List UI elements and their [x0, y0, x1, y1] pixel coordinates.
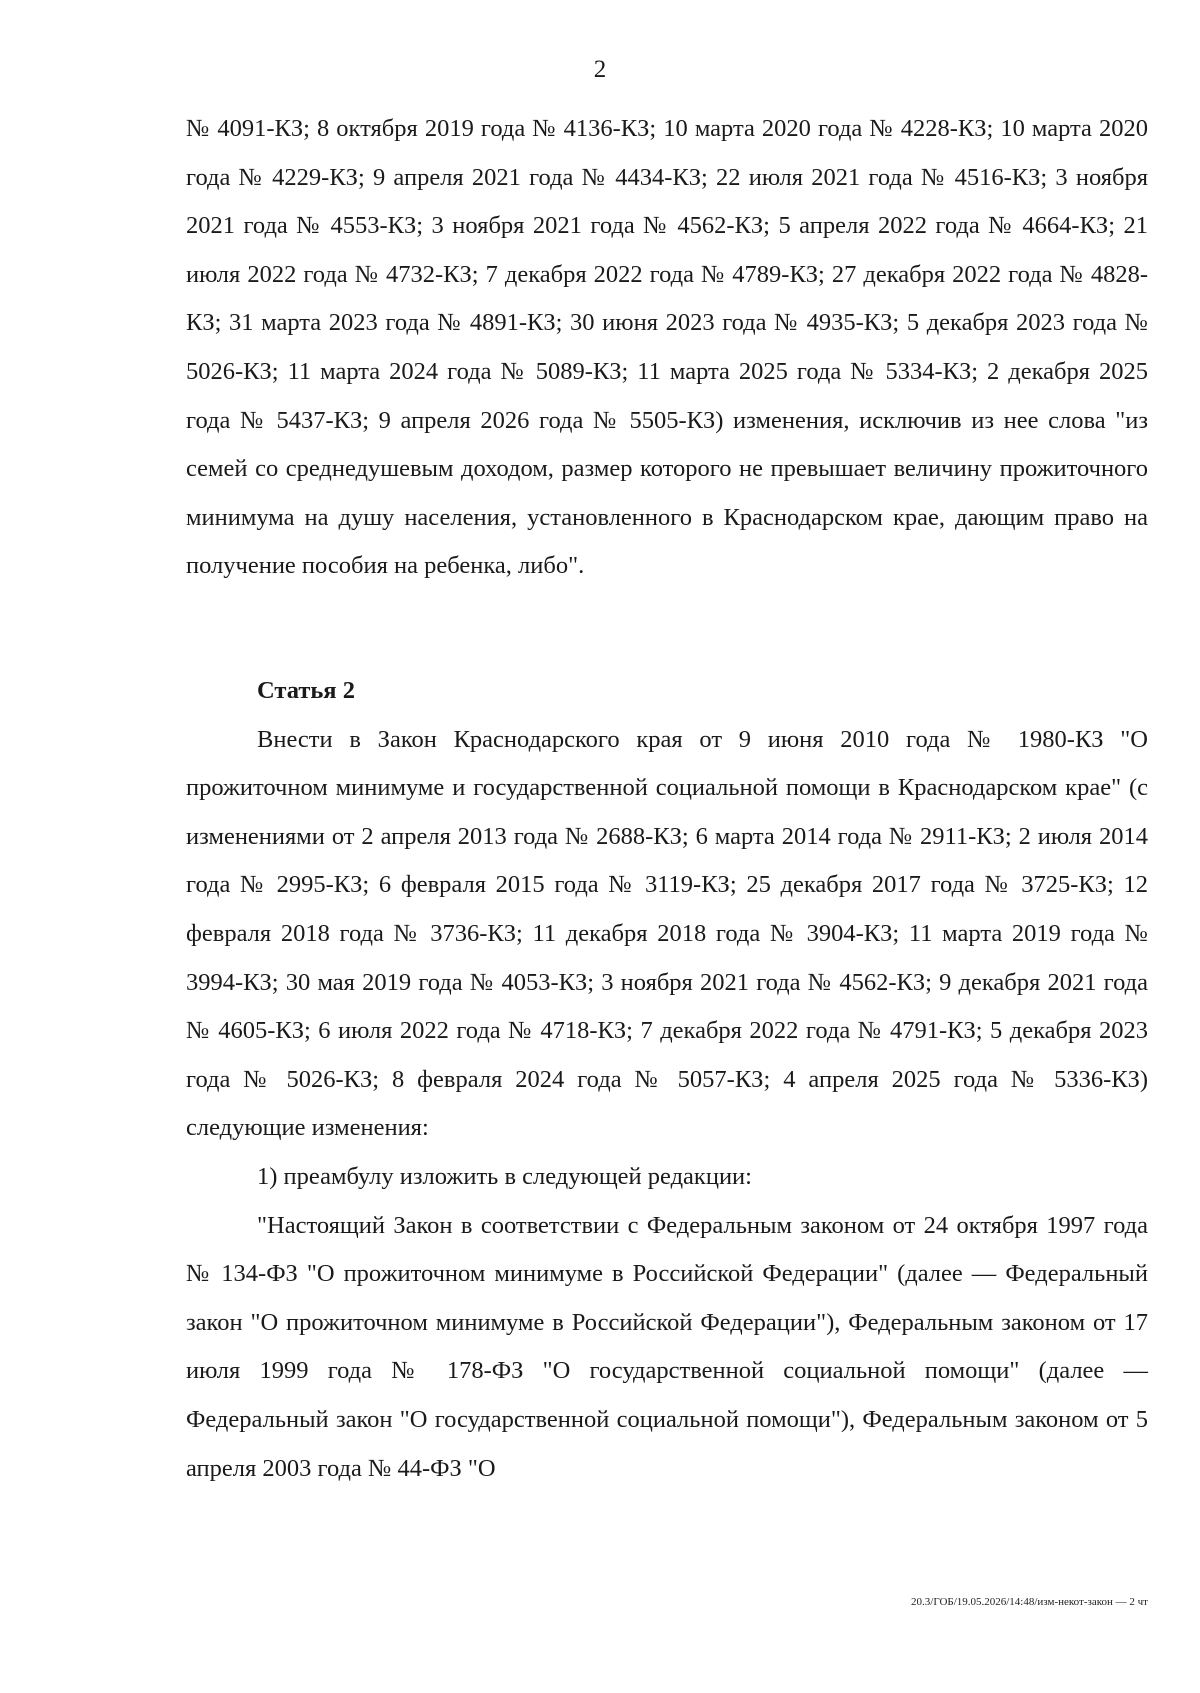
article-paragraph-1: Внести в Закон Краснодарского края от 9 июня 2010 года № 1980-КЗ "О прожиточном минимуме и государственной социальной помощи в Краснодарском крае" (с изменениями от 2 апреля 2013 года № 2688-КЗ; 6 марта 2014 года № 2911-КЗ; 2 июля 2014 года № 2995-КЗ; 6 февраля 2015 года № 3119-КЗ; 25 декабря 2017 года № 3725-КЗ; 12 февраля 2018 года № 3736-КЗ; 11 декабря 2018 года № 3904-КЗ; 11 марта 2019 года № 3994-КЗ; 30 мая 2019 года № 4053-КЗ; 3 ноября 2021 года № 4562-КЗ; 9 декабря 2021 года № 4605-КЗ; 6 июля 2022 года № 4718-КЗ; 7 декабря 2022 года № 4791-КЗ; 5 декабря 2023 года № 5026-КЗ; 8 февраля 2024 года № 5057-КЗ; 4 апреля 2025 года № 5336-КЗ) следующие изменения: [186, 725, 1148, 1142]
continued-text-block [186, 105, 1148, 591]
article-paragraph-2: 1) преамбулу изложить в следующей редакции: [257, 1162, 752, 1190]
article-paragraph-3: "Настоящий Закон в соответствии с Федеральным законом от 24 октября 1997 года № 134-ФЗ "О прожиточном минимуме в Российской Федерации" (далее — Федеральный закон "О прожиточном минимуме в Российской Федерации"), Федеральным законом от 17 июля 1999 года № 178-ФЗ "О государственной социальной помощи" (далее — Федеральный закон "О государственной социальной помощи"), Федеральным законом от 5 апреля 2003 года № 44-ФЗ "О [186, 1211, 1148, 1482]
document-footer-code: 20.3/ГОБ/19.05.2026/14:48/изм-некот-закон — 2 чт [911, 1596, 1148, 1608]
continued-paragraph: № 4091-КЗ; 8 октября 2019 года № 4136-КЗ; 10 марта 2020 года № 4228-КЗ; 10 марта 2020 года № 4229-КЗ; 9 апреля 2021 года № 4434-КЗ; 22 июля 2021 года № 4516-КЗ; 3 ноября 2021 года № 4553-КЗ; 3 ноября 2021 года № 4562-КЗ; 5 апреля 2022 года № 4664-КЗ; 21 июля 2022 года № 4732-КЗ; 7 декабря 2022 года № 4789-КЗ; 27 декабря 2022 года № 4828-КЗ; 31 марта 2023 года № 4891-КЗ; 30 июня 2023 года № 4935-КЗ; 5 декабря 2023 года № 5026-КЗ; 11 марта 2024 года № 5089-КЗ; 11 марта 2025 года № 5334-КЗ; 2 декабря 2025 года № 5437-КЗ; 9 апреля 2026 года № 5505-КЗ) изменения, исключив из нее слова "из семей со среднедушевым доходом, размер которого не превышает величину прожиточного минимума на душу населения, установленного в Краснодарском крае, дающим право на получение пособия на ребенка, либо". [186, 115, 1148, 580]
article-heading: Статья 2 [257, 677, 355, 704]
article-2-block [186, 667, 1148, 1493]
page-number: 2 [593, 56, 607, 83]
